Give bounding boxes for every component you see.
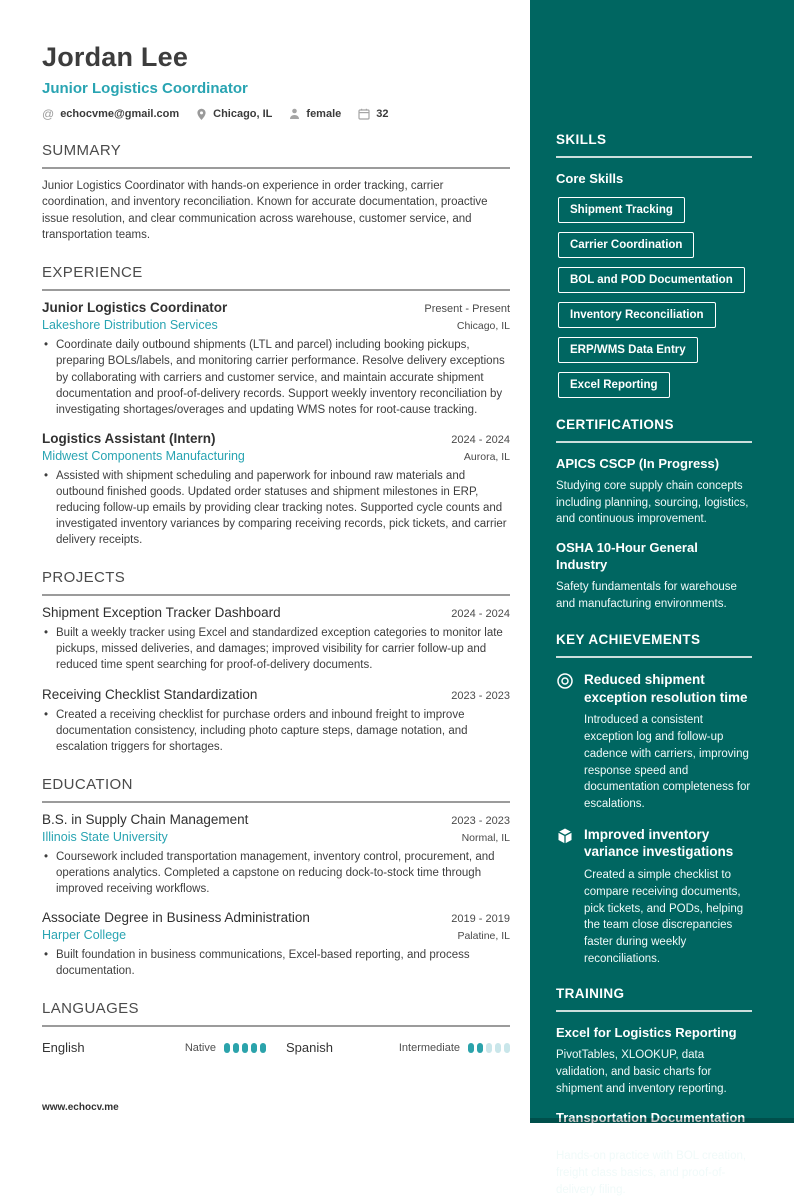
- project-entry: [42, 687, 510, 755]
- project-date: 2024 - 2024: [451, 608, 510, 621]
- project-bullet: • Built a weekly tracker using Excel and standardized exception categories to monitor late pickups, missed deliveries, and damages; improved visibility for carrier follow-up and reduced time spent searching for proof-of-delivery documents.: [42, 625, 510, 673]
- skill-pill: ERP/WMS Data Entry: [558, 337, 698, 363]
- certification-item: [556, 456, 752, 528]
- person-icon: [289, 108, 300, 120]
- section-projects: [42, 569, 510, 755]
- education-date: 2023 - 2023: [451, 814, 510, 827]
- achievement-desc: Introduced a consistent exception log and follow-up cadence with carriers, improving response speed and documentation completeness for escalations.: [584, 714, 751, 810]
- education-bullet: • Coursework included transportation management, inventory control, procurement, and operations analytics. Completed a capstone on reducing dock-to-stock time through improved receiving workflows.: [42, 849, 510, 897]
- skills-group-label: Core Skills: [556, 171, 624, 186]
- experience-title: Junior Logistics Coordinator: [42, 300, 228, 316]
- language-level-dots: [224, 1043, 266, 1053]
- sidebar-section-training: [556, 986, 752, 1198]
- certification-item: [556, 540, 752, 612]
- language-level-dots: [468, 1043, 510, 1053]
- education-school: Illinois State University: [42, 829, 168, 844]
- contact-email: [42, 107, 179, 121]
- language-level: Native: [184, 1041, 216, 1054]
- experience-heading: EXPERIENCE: [42, 264, 510, 291]
- education-location: Palatine, IL: [457, 930, 510, 943]
- contact-gender: [289, 108, 341, 120]
- project-title: Shipment Exception Tracker Dashboard: [42, 605, 281, 621]
- section-languages: [42, 1000, 510, 1055]
- achievement-item: [556, 671, 752, 813]
- education-heading: EDUCATION: [42, 776, 510, 803]
- training-heading: TRAINING: [556, 986, 752, 1012]
- training-desc: Hands-on practice with BOL creation, freight class basics, and proof-of-delivery filing.: [556, 1150, 747, 1197]
- summary-text: Junior Logistics Coordinator with hands-on experience in order tracking, carrier coordination, and inventory reconciliation. Known for accurate documentation, proactive issue resolution, and clear communication across warehouse, customer service, and transportation teams.: [42, 180, 488, 241]
- training-item: [556, 1025, 752, 1097]
- achievement-title: Improved inventory variance investigations: [584, 826, 734, 860]
- language-name: Spanish: [286, 1040, 333, 1056]
- contact-row: [42, 107, 510, 121]
- section-experience: [42, 264, 510, 548]
- experience-bullet: • Assisted with shipment scheduling and paperwork for inbound raw materials and outbound finished goods. Updated order statuses and shipment milestones in ERP, reducing follow-up emails by providing clear tracking notes. Supported cycle counts and investigated inventory variances by comparing receiving records, pick tickets, and carrier delivery receipts.: [42, 468, 510, 548]
- education-entry: [42, 910, 510, 979]
- sidebar-section-achievements: [556, 632, 752, 968]
- contact-location-text: Chicago, IL: [213, 108, 273, 120]
- achievement-title: Reduced shipment exception resolution time: [584, 671, 748, 705]
- sidebar-section-skills: [556, 132, 752, 398]
- experience-entry: [42, 300, 510, 417]
- training-item: [556, 1110, 752, 1199]
- education-entry: [42, 812, 510, 897]
- experience-location: Aurora, IL: [463, 450, 510, 463]
- experience-bullet: • Coordinate daily outbound shipments (LTL and parcel) including booking pickups, preparing BOLs/labels, and monitoring carrier performance. Resolve delivery exceptions by collaborating with carriers and customer service, and maintain accurate shipment documentation and proof-of-delivery records. Support weekly inventory reconciliation by investigating shortages/overages and updating WMS notes for root-cause tracking.: [42, 337, 510, 417]
- languages-heading: LANGUAGES: [42, 1000, 510, 1027]
- experience-company: Lakeshore Distribution Services: [42, 318, 218, 333]
- language-level: Intermediate: [398, 1041, 460, 1054]
- calendar-icon: [358, 108, 370, 120]
- summary-heading: SUMMARY: [42, 142, 510, 169]
- at-icon: @: [42, 107, 55, 121]
- project-entry: [42, 605, 510, 673]
- certification-title: OSHA 10-Hour General Industry: [556, 540, 698, 573]
- achievement-item: [556, 826, 752, 968]
- project-bullet: • Created a receiving checklist for purchase orders and inbound freight to improve documentation consistency, including photo capture steps, damage notation, and escalation triggers for shortages.: [42, 707, 510, 755]
- skill-pill: BOL and POD Documentation: [558, 267, 745, 293]
- experience-date: 2024 - 2024: [451, 433, 510, 446]
- section-summary: [42, 142, 510, 243]
- education-degree: B.S. in Supply Chain Management: [42, 811, 249, 827]
- experience-location: Chicago, IL: [456, 320, 510, 333]
- certifications-heading: CERTIFICATIONS: [556, 417, 752, 443]
- experience-entry: [42, 431, 510, 548]
- contact-email-text: echocvme@gmail.com: [60, 108, 180, 120]
- experience-title: Logistics Assistant (Intern): [42, 430, 216, 446]
- package-cube-icon: [556, 826, 574, 968]
- training-title: Excel for Logistics Reporting: [556, 1025, 737, 1041]
- education-bullet: • Built foundation in business communications, Excel-based reporting, and process documentation.: [42, 947, 510, 979]
- certification-title: APICS CSCP (In Progress): [556, 456, 720, 471]
- contact-age: [358, 108, 388, 120]
- language-name: English: [42, 1040, 85, 1056]
- skills-heading: SKILLS: [556, 132, 752, 158]
- location-pin-icon: [196, 108, 207, 121]
- education-school: Harper College: [42, 928, 127, 943]
- education-location: Normal, IL: [461, 831, 510, 844]
- experience-company: Midwest Components Manufacturing: [42, 448, 245, 463]
- skill-pill: Excel Reporting: [558, 372, 670, 398]
- training-desc: PivotTables, XLOOKUP, data validation, and basic charts for shipment and inventory reporting.: [556, 1049, 727, 1095]
- language-row: [286, 1040, 510, 1055]
- training-title: Transportation Documentation and Compliance: [556, 1109, 746, 1142]
- person-name: Jordan Lee: [42, 42, 189, 72]
- section-education: [42, 776, 510, 979]
- contact-location: [196, 108, 272, 121]
- achievements-heading: KEY ACHIEVEMENTS: [556, 632, 752, 658]
- skill-pill: Inventory Reconciliation: [558, 302, 716, 328]
- language-row: [42, 1040, 266, 1055]
- achievement-desc: Created a simple checklist to compare receiving documents, pick tickets, and PODs, helping the team close discrepancies faster during weekly reconciliations.: [584, 869, 744, 965]
- education-date: 2019 - 2019: [451, 913, 510, 926]
- skill-pill: Shipment Tracking: [558, 197, 685, 223]
- experience-date: Present - Present: [424, 303, 510, 316]
- sidebar-section-certifications: [556, 417, 752, 613]
- target-disc-icon: [556, 671, 574, 813]
- footer-website-url: www.echocv.me: [42, 1102, 119, 1113]
- resume-sidebar: [530, 0, 794, 1197]
- certification-desc: Safety fundamentals for warehouse and manufacturing environments.: [556, 581, 737, 610]
- projects-heading: PROJECTS: [42, 569, 510, 596]
- contact-age-text: 32: [376, 108, 389, 120]
- certification-desc: Studying core supply chain concepts including planning, sourcing, logistics, and continuous improvement.: [556, 479, 749, 526]
- skill-pill: Carrier Coordination: [558, 232, 694, 258]
- education-degree: Associate Degree in Business Administration: [42, 910, 310, 926]
- contact-gender-text: female: [306, 108, 342, 120]
- project-title: Receiving Checklist Standardization: [42, 686, 258, 702]
- project-date: 2023 - 2023: [451, 689, 510, 702]
- job-title: Junior Logistics Coordinator: [42, 80, 248, 97]
